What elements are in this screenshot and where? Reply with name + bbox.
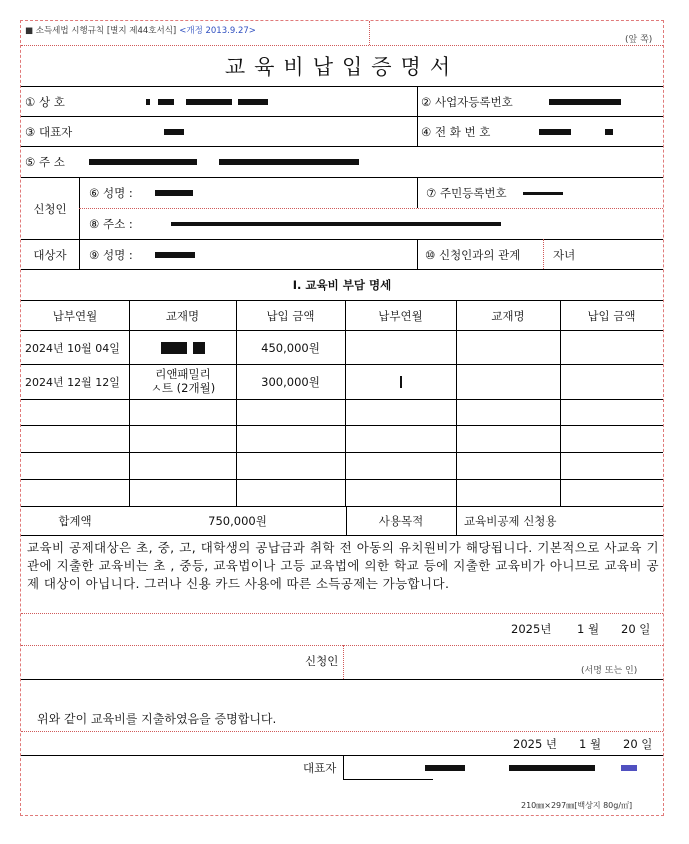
relation-label: ⑩ 신청인과의 관계 bbox=[425, 247, 521, 262]
date1-day: 20 일 bbox=[621, 622, 651, 636]
paper-spec: 210㎜×297㎜[백상지 80g/㎡] bbox=[521, 800, 633, 810]
col-header-date-1: 납부연월 bbox=[52, 308, 98, 323]
purpose-label: 사용목적 bbox=[378, 514, 424, 528]
row2-item bbox=[133, 367, 233, 397]
detail-section-title: Ⅰ. 교육비 부담 명세 bbox=[292, 278, 392, 292]
representative-sign-label: 대표자 bbox=[303, 761, 337, 775]
biz-no-value bbox=[549, 87, 621, 116]
rrn-label: ⑦ 주민등록번호 bbox=[426, 186, 507, 200]
date1-month: 1 월 bbox=[577, 622, 600, 636]
col-header-item-2: 교재명 bbox=[491, 308, 525, 323]
form-title: 교육비납입증명서 bbox=[224, 55, 460, 79]
col-header-amount-1: 납입 금액 bbox=[266, 308, 315, 323]
company-name-label: ① 상 호 bbox=[25, 94, 65, 109]
applicant-sign-label: 신청인 bbox=[305, 654, 339, 668]
representative-sign-value bbox=[425, 756, 637, 780]
rrn-value bbox=[523, 178, 563, 208]
biz-no-label: ② 사업자등록번호 bbox=[421, 94, 513, 109]
address-value bbox=[89, 147, 359, 177]
certification-text: 위와 같이 교육비를 지출하였음을 증명합니다. bbox=[37, 711, 277, 726]
phone-label: ④ 전 화 번 호 bbox=[421, 124, 491, 139]
row1-amount: 450,000원 bbox=[261, 340, 320, 355]
applicant-name-value bbox=[155, 178, 193, 208]
row2-item-line2: ㅅ트 (2개월) bbox=[150, 381, 216, 395]
row1-item bbox=[129, 331, 236, 364]
certificate-form bbox=[20, 20, 664, 816]
subject-name-value bbox=[155, 240, 195, 269]
date2-month: 1 월 bbox=[579, 737, 602, 751]
company-name-value bbox=[146, 87, 268, 116]
relation-value: 자녀 bbox=[553, 247, 576, 262]
regulation-line bbox=[25, 23, 256, 37]
date2-year: 2025 년 bbox=[513, 737, 558, 751]
notice-text: 교육비 공제대상은 초, 중, 고, 대학생의 공납금과 취학 전 아동의 유치원비가 해당됩니다. 기본적으로 사교육 기관에 지출한 교육비는 초 , 중등, 교육법이나 고등 교육법에 의한 학교 등에 지출한 교육비가 아니므로 교육비 공제 대상이 아닙니다. 그러나 신용 카드 사용에 따른 소득공제는 가능합니다. bbox=[27, 540, 659, 591]
representative-value bbox=[164, 117, 184, 146]
purpose-value: 교육비공제 신청용 bbox=[464, 514, 557, 528]
total-value: 750,000원 bbox=[208, 514, 267, 528]
sign-hint: (서명 또는 인) bbox=[581, 665, 638, 676]
col-header-item-1: 교재명 bbox=[165, 308, 200, 323]
representative-label: ③ 대표자 bbox=[25, 124, 73, 139]
col-header-date-2: 납부연월 bbox=[378, 308, 423, 323]
date1-year: 2025년 bbox=[511, 622, 552, 636]
row1-date: 2024년 10월 04일 bbox=[25, 341, 120, 355]
phone-value bbox=[539, 117, 613, 146]
revision-text: <개정 2013.9.27> bbox=[179, 26, 256, 36]
row2-mark bbox=[345, 365, 456, 399]
subject-name-label: ⑨ 성명 : bbox=[89, 247, 133, 262]
page-side: (앞 쪽) bbox=[625, 34, 653, 45]
applicant-name-label: ⑥ 성명 : bbox=[89, 186, 133, 200]
date2-day: 20 일 bbox=[623, 737, 653, 751]
total-label: 합계액 bbox=[58, 514, 92, 528]
applicant-address-value bbox=[171, 209, 501, 239]
col-header-amount-2: 납입 금액 bbox=[587, 308, 636, 323]
row2-date: 2024년 12월 12일 bbox=[25, 376, 120, 389]
subject-section-label: 대상자 bbox=[33, 247, 67, 262]
applicant-section-label: 신청인 bbox=[33, 201, 67, 216]
applicant-address-label: ⑧ 주소 : bbox=[89, 217, 133, 231]
row2-item-line1: 리앤패밀리 bbox=[155, 367, 211, 381]
regulation-text: ■ 소득세법 시행규칙 [별지 제44호서식] bbox=[25, 26, 177, 36]
row2-amount: 300,000원 bbox=[261, 375, 320, 389]
address-label: ⑤ 주 소 bbox=[25, 155, 65, 169]
